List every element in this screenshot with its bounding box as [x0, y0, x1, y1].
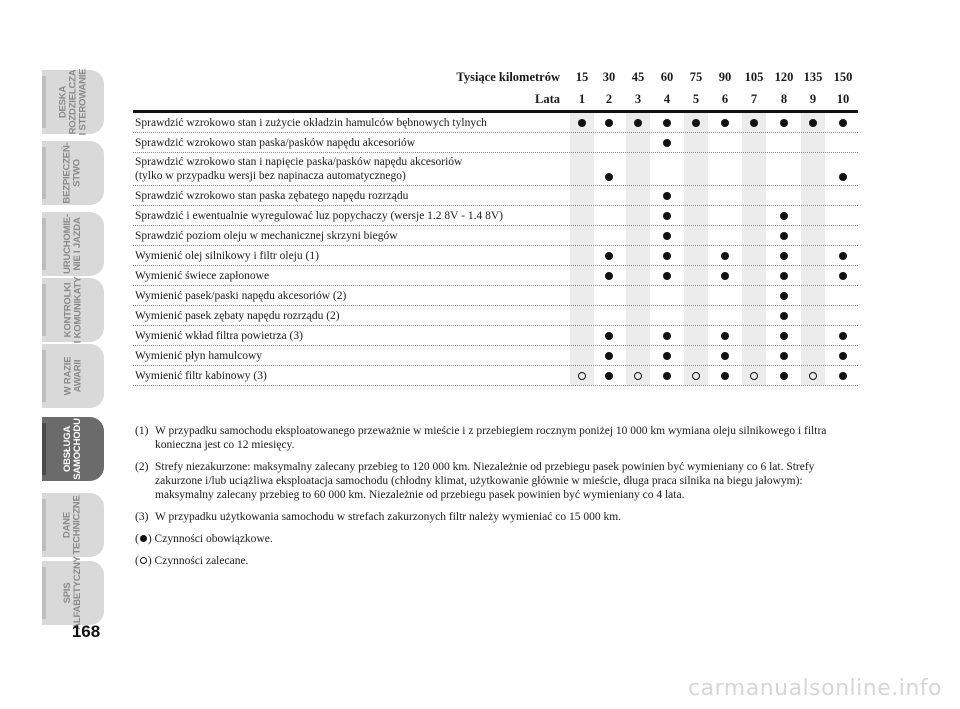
tab-chapter-8[interactable] — [42, 556, 104, 630]
table-row — [133, 266, 858, 286]
filled-circle-icon — [780, 212, 788, 220]
filled-circle-icon — [663, 272, 671, 280]
years-header-label: Lata — [535, 92, 560, 106]
table-row — [133, 346, 858, 366]
filled-circle-icon — [780, 372, 788, 380]
filled-circle-icon — [663, 232, 671, 240]
filled-circle-icon — [721, 272, 729, 280]
table-row — [133, 206, 858, 226]
tab-chapter-3[interactable] — [42, 212, 104, 276]
km-header-label: Tysiące kilometrów — [456, 70, 560, 84]
filled-circle-icon — [140, 535, 147, 542]
filled-circle-icon — [839, 352, 847, 360]
filled-circle-icon — [605, 119, 613, 127]
legend-recommended — [135, 554, 860, 568]
legend-required — [135, 532, 860, 546]
filled-circle-icon — [839, 252, 847, 260]
filled-circle-icon — [780, 272, 788, 280]
km-value: 75 — [689, 70, 703, 84]
filled-circle-icon — [721, 119, 729, 127]
year-value: 10 — [836, 92, 850, 106]
year-value: 1 — [578, 92, 586, 106]
filled-circle-icon — [780, 252, 788, 260]
filled-circle-icon — [750, 119, 758, 127]
row-task-label: Wymienić olej silnikowy i filtr oleju (1) — [135, 250, 319, 262]
filled-circle-icon — [663, 212, 671, 220]
filled-circle-icon — [605, 272, 613, 280]
km-value: 45 — [631, 70, 645, 84]
table-row — [133, 226, 858, 246]
footnote-number: (3) — [135, 511, 149, 523]
filled-circle-icon — [605, 173, 613, 181]
filled-circle-icon — [780, 119, 788, 127]
footnote-number: (1) — [135, 425, 149, 437]
tab-label: SPIS ALFABETYCZNY — [62, 556, 84, 630]
tab-chapter-2[interactable] — [42, 141, 104, 205]
legend-required-text: ) Czynności obowiązkowe. — [147, 533, 273, 545]
filled-circle-icon — [780, 352, 788, 360]
year-value: 9 — [809, 92, 817, 106]
km-value: 15 — [575, 70, 589, 84]
row-task-label: Wymienić pasek zębaty napędu rozrządu (2) — [135, 310, 340, 322]
filled-circle-icon — [839, 272, 847, 280]
tab-chapter-1[interactable] — [42, 70, 104, 134]
page-number: 168 — [71, 622, 101, 641]
km-value: 105 — [744, 70, 764, 84]
km-value: 90 — [718, 70, 732, 84]
km-value: 120 — [774, 70, 794, 84]
footnote-2 — [135, 460, 860, 502]
filled-circle-icon — [839, 372, 847, 380]
table-row — [133, 153, 858, 186]
filled-circle-icon — [663, 119, 671, 127]
km-value: 30 — [602, 70, 616, 84]
filled-circle-icon — [663, 372, 671, 380]
watermark: carmanualsonline.info — [688, 676, 942, 701]
filled-circle-icon — [634, 119, 642, 127]
tab-label: BEZPIECZEŃ- STWO — [61, 142, 83, 204]
filled-circle-icon — [578, 119, 586, 127]
footnote-3 — [135, 510, 860, 524]
table-row — [133, 246, 858, 266]
filled-circle-icon — [780, 292, 788, 300]
tab-label: OBSŁUGA SAMOCHODU — [61, 418, 83, 480]
filled-circle-icon — [605, 372, 613, 380]
row-task-label: Wymienić filtr kabinowy (3) — [135, 370, 267, 382]
row-task-label: Sprawdzić wzrokowo stan paska/pasków napędu akcesoriów — [135, 137, 416, 149]
filled-circle-icon — [839, 332, 847, 340]
table-row — [133, 133, 858, 153]
filled-circle-icon — [721, 332, 729, 340]
footnotes — [135, 424, 860, 576]
tab-chapter-6[interactable] — [42, 417, 104, 481]
filled-circle-icon — [663, 352, 671, 360]
filled-circle-icon — [663, 139, 671, 147]
row-task-label: Wymienić płyn hamulcowy — [135, 350, 263, 362]
open-circle-icon — [634, 372, 642, 380]
open-circle-icon — [750, 372, 758, 380]
year-value: 2 — [605, 92, 613, 106]
row-task-label: Sprawdzić i ewentualnie wyregulować luz popychaczy (wersje 1.2 8V - 1.4 8V) — [135, 210, 503, 222]
year-value: 4 — [663, 92, 671, 106]
km-value: 135 — [803, 70, 823, 84]
row-task-label: Sprawdzić wzrokowo stan i napięcie paska/pasków napędu akcesoriów (tylko w przypadku wersji bez napinacza automatycznego) — [135, 156, 463, 182]
year-value: 7 — [750, 92, 758, 106]
filled-circle-icon — [663, 252, 671, 260]
open-circle-icon — [140, 557, 147, 564]
year-value: 8 — [780, 92, 788, 106]
footnote-text: W przypadku użytkowania samochodu w strefach zakurzonych filtr należy wymieniać co 15 000 km. — [155, 511, 622, 523]
filled-circle-icon — [663, 192, 671, 200]
tab-label: URUCHOMIE- NIE I JAZDA — [62, 214, 83, 274]
km-value: 60 — [660, 70, 674, 84]
tab-chapter-5[interactable] — [42, 344, 104, 408]
tab-chapter-7[interactable] — [42, 493, 104, 557]
table-row — [133, 113, 858, 133]
tab-label: DANE TECHNICZNE — [61, 495, 83, 555]
legend-required-open: ( — [135, 533, 139, 545]
footnote-1 — [135, 424, 860, 452]
legend-recommended-open: ( — [135, 555, 139, 567]
table-row — [133, 186, 858, 206]
filled-circle-icon — [780, 232, 788, 240]
tab-label: KONTROLKI I KOMUNIKATY — [62, 276, 83, 344]
filled-circle-icon — [605, 352, 613, 360]
filled-circle-icon — [809, 119, 817, 127]
filled-circle-icon — [605, 332, 613, 340]
year-value: 3 — [634, 92, 642, 106]
filled-circle-icon — [692, 119, 700, 127]
tab-label: W RAZIE AWARII — [62, 356, 83, 396]
km-header-row — [133, 69, 858, 89]
filled-circle-icon — [605, 252, 613, 260]
row-task-label: Wymienić świece zapłonowe — [135, 270, 270, 282]
row-task-label: Wymienić wkład filtra powietrza (3) — [135, 330, 303, 342]
table-row — [133, 286, 858, 306]
footnote-number: (2) — [135, 461, 149, 473]
footnote-text: Strefy niezakurzone: maksymalny zalecany przebieg to 120 000 km. Niezależnie od przebiegu pasek powinien być wymieniany co 6 lat. Strefy zakurzone i/lub uciążliwa eksploatacja samochodu (chłodny klimat, użytkowanie głównie w mieście, długa praca silnika na biegu jałowym): maksymalny zalecany przebieg to 60 000 km. Niezależnie od przebiegu pasek powinien być wymieniany co 4 lata. — [155, 461, 815, 501]
filled-circle-icon — [839, 173, 847, 181]
table-row — [133, 326, 858, 346]
row-task-label: Sprawdzić poziom oleju w mechanicznej skrzyni biegów — [135, 230, 398, 242]
footnote-text: W przypadku samochodu eksploatowanego przeważnie w mieście i z przebiegiem rocznym poniżej 10 000 km wymiana oleju silnikowego i filtra konieczna jest co 12 miesięcy. — [155, 425, 827, 451]
filled-circle-icon — [780, 312, 788, 320]
filled-circle-icon — [663, 332, 671, 340]
row-task-label: Sprawdzić wzrokowo stan i zużycie okładzin hamulców bębnowych tylnych — [135, 117, 487, 129]
year-value: 5 — [692, 92, 700, 106]
filled-circle-icon — [780, 332, 788, 340]
legend-recommended-text: ) Czynności zalecane. — [147, 555, 249, 567]
row-task-label: Sprawdzić wzrokowo stan paska zębatego napędu rozrządu — [135, 190, 409, 202]
table-row — [133, 306, 858, 326]
filled-circle-icon — [839, 119, 847, 127]
row-task-label: Wymienić pasek/paski napędu akcesoriów (2) — [135, 290, 347, 302]
table-row — [133, 366, 858, 386]
open-circle-icon — [578, 372, 586, 380]
tab-chapter-4[interactable] — [42, 278, 104, 342]
open-circle-icon — [809, 372, 817, 380]
filled-circle-icon — [721, 372, 729, 380]
open-circle-icon — [692, 372, 700, 380]
filled-circle-icon — [721, 352, 729, 360]
tab-label: DESKA ROZDZIELCZA I STEROWANIE — [57, 68, 88, 136]
year-value: 6 — [721, 92, 729, 106]
filled-circle-icon — [721, 252, 729, 260]
km-value: 150 — [833, 70, 853, 84]
years-header-row — [133, 91, 858, 111]
